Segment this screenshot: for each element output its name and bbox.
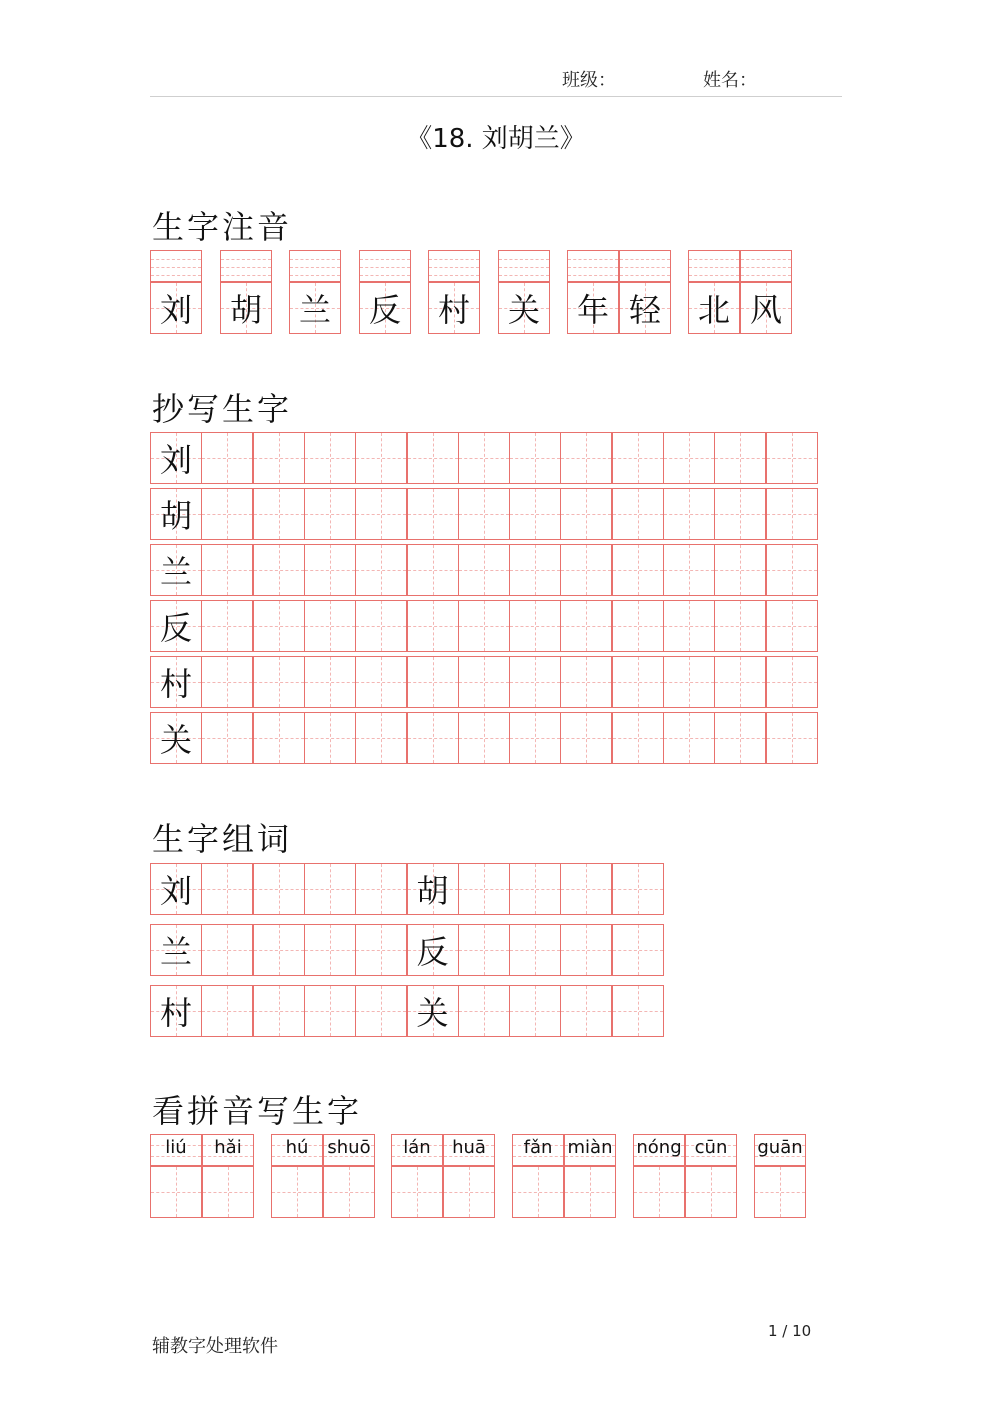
answer-cell bbox=[202, 1166, 254, 1218]
copy-cell bbox=[253, 656, 305, 708]
copy-cell bbox=[253, 600, 305, 652]
copy-cell bbox=[407, 544, 459, 596]
character: 反 bbox=[368, 291, 401, 329]
pinyin-slot bbox=[220, 250, 272, 282]
annotate-cell bbox=[289, 282, 341, 334]
copy-cell bbox=[304, 712, 356, 764]
copy-cell bbox=[355, 544, 407, 596]
copy-cell bbox=[201, 656, 253, 708]
copy-cell bbox=[304, 656, 356, 708]
answer-cell bbox=[271, 1166, 323, 1218]
annotate-cell bbox=[688, 282, 740, 334]
word-model-cell bbox=[150, 985, 202, 1037]
copy-cell bbox=[355, 600, 407, 652]
page-number: 1 / 10 bbox=[768, 1322, 812, 1340]
copy-cell bbox=[253, 712, 305, 764]
copy-cell bbox=[766, 488, 818, 540]
word-cell bbox=[304, 985, 356, 1037]
pinyin-guide-line bbox=[151, 259, 201, 260]
word-cell bbox=[355, 924, 407, 976]
character: 刘 bbox=[159, 872, 192, 910]
word-cell bbox=[201, 985, 253, 1037]
character: 村 bbox=[437, 291, 470, 329]
pinyin-guide-line bbox=[689, 267, 739, 268]
copy-cell bbox=[612, 712, 664, 764]
word-model-cell bbox=[407, 985, 459, 1037]
copy-cell bbox=[201, 432, 253, 484]
word-cell bbox=[612, 863, 664, 915]
copy-cell bbox=[201, 488, 253, 540]
character: 胡 bbox=[159, 497, 192, 535]
answer-cell bbox=[564, 1166, 616, 1218]
copy-cell bbox=[253, 544, 305, 596]
pinyin-box bbox=[685, 1134, 737, 1166]
copy-model-cell bbox=[150, 600, 202, 652]
pinyin-text: guān bbox=[757, 1137, 803, 1158]
copy-cell bbox=[407, 656, 459, 708]
pinyin-guide-line bbox=[499, 275, 549, 276]
copy-cell bbox=[458, 712, 510, 764]
header-divider bbox=[150, 96, 842, 97]
copy-cell bbox=[714, 544, 766, 596]
answer-cell bbox=[685, 1166, 737, 1218]
pinyin-guide-line bbox=[360, 259, 410, 260]
word-cell bbox=[509, 924, 561, 976]
copy-cell bbox=[304, 432, 356, 484]
pinyin-guide-line bbox=[568, 275, 618, 276]
pinyin-guide-line bbox=[151, 267, 201, 268]
copy-cell bbox=[612, 488, 664, 540]
pinyin-slot bbox=[289, 250, 341, 282]
word-cell bbox=[201, 863, 253, 915]
word-model-cell bbox=[150, 863, 202, 915]
pinyin-guide-line bbox=[360, 267, 410, 268]
copy-cell bbox=[509, 656, 561, 708]
word-cell bbox=[253, 985, 305, 1037]
word-model-cell bbox=[150, 924, 202, 976]
pinyin-guide-line bbox=[221, 267, 271, 268]
annotate-cell bbox=[220, 282, 272, 334]
character: 反 bbox=[159, 609, 192, 647]
copy-model-cell bbox=[150, 656, 202, 708]
pinyin-guide-line bbox=[689, 259, 739, 260]
section-title-pinyin: 看拼音写生字 bbox=[152, 1092, 363, 1130]
pinyin-guide-line bbox=[290, 259, 340, 260]
pinyin-guide-line bbox=[290, 267, 340, 268]
word-cell bbox=[253, 863, 305, 915]
copy-cell bbox=[201, 544, 253, 596]
character: 风 bbox=[749, 291, 782, 329]
class-label: 班级： bbox=[562, 70, 616, 91]
copy-cell bbox=[663, 432, 715, 484]
section-title-annotate: 生字注音 bbox=[152, 208, 293, 246]
word-cell bbox=[304, 924, 356, 976]
word-model-cell bbox=[407, 924, 459, 976]
copy-cell bbox=[458, 488, 510, 540]
copy-cell bbox=[458, 600, 510, 652]
character: 刘 bbox=[159, 441, 192, 479]
pinyin-text: hú bbox=[285, 1137, 309, 1158]
copy-cell bbox=[407, 488, 459, 540]
answer-cell bbox=[391, 1166, 443, 1218]
word-cell bbox=[509, 985, 561, 1037]
word-cell bbox=[509, 863, 561, 915]
copy-cell bbox=[509, 600, 561, 652]
pinyin-guide-line bbox=[620, 259, 670, 260]
copy-cell bbox=[560, 712, 612, 764]
annotate-cell bbox=[740, 282, 792, 334]
copy-cell bbox=[663, 488, 715, 540]
character: 关 bbox=[416, 994, 449, 1032]
name-label: 姓名： bbox=[703, 70, 757, 91]
copy-cell bbox=[509, 432, 561, 484]
character: 反 bbox=[416, 933, 449, 971]
character: 胡 bbox=[416, 872, 449, 910]
pinyin-box bbox=[323, 1134, 375, 1166]
copy-model-cell bbox=[150, 432, 202, 484]
copy-cell bbox=[355, 432, 407, 484]
character: 村 bbox=[159, 665, 192, 703]
pinyin-box bbox=[150, 1134, 202, 1166]
pinyin-box bbox=[271, 1134, 323, 1166]
pinyin-text: miàn bbox=[567, 1137, 613, 1158]
copy-cell bbox=[458, 544, 510, 596]
pinyin-slot bbox=[619, 250, 671, 282]
copy-cell bbox=[663, 600, 715, 652]
character: 兰 bbox=[298, 291, 331, 329]
section-title-copy: 抄写生字 bbox=[152, 390, 293, 428]
copy-cell bbox=[663, 656, 715, 708]
word-cell bbox=[355, 985, 407, 1037]
copy-cell bbox=[407, 600, 459, 652]
pinyin-box bbox=[443, 1134, 495, 1166]
character: 胡 bbox=[229, 291, 262, 329]
annotate-cell bbox=[498, 282, 550, 334]
pinyin-slot bbox=[740, 250, 792, 282]
pinyin-box bbox=[633, 1134, 685, 1166]
copy-cell bbox=[458, 432, 510, 484]
copy-cell bbox=[714, 488, 766, 540]
pinyin-guide-line bbox=[568, 267, 618, 268]
copy-cell bbox=[663, 712, 715, 764]
copy-cell bbox=[714, 656, 766, 708]
pinyin-slot bbox=[150, 250, 202, 282]
copy-cell bbox=[253, 432, 305, 484]
copy-cell bbox=[766, 600, 818, 652]
copy-cell bbox=[663, 544, 715, 596]
pinyin-guide-line bbox=[290, 275, 340, 276]
character: 年 bbox=[576, 291, 609, 329]
pinyin-guide-line bbox=[620, 275, 670, 276]
annotate-cell bbox=[359, 282, 411, 334]
pinyin-box bbox=[391, 1134, 443, 1166]
copy-cell bbox=[304, 488, 356, 540]
answer-cell bbox=[512, 1166, 564, 1218]
copy-cell bbox=[766, 544, 818, 596]
copy-cell bbox=[714, 712, 766, 764]
pinyin-text: cūn bbox=[694, 1137, 728, 1158]
pinyin-box bbox=[564, 1134, 616, 1166]
pinyin-guide-line bbox=[429, 259, 479, 260]
copy-cell bbox=[560, 656, 612, 708]
copy-cell bbox=[201, 600, 253, 652]
copy-cell bbox=[355, 712, 407, 764]
pinyin-guide-line bbox=[568, 259, 618, 260]
copy-cell bbox=[612, 544, 664, 596]
character: 轻 bbox=[628, 291, 661, 329]
word-cell bbox=[355, 863, 407, 915]
footer-software: 辅教字处理软件 bbox=[152, 1336, 278, 1357]
copy-cell bbox=[253, 488, 305, 540]
word-cell bbox=[458, 924, 510, 976]
annotate-cell bbox=[150, 282, 202, 334]
character: 刘 bbox=[159, 291, 192, 329]
pinyin-box bbox=[512, 1134, 564, 1166]
pinyin-guide-line bbox=[360, 275, 410, 276]
copy-cell bbox=[612, 656, 664, 708]
copy-cell bbox=[407, 432, 459, 484]
word-model-cell bbox=[407, 863, 459, 915]
annotate-cell bbox=[567, 282, 619, 334]
pinyin-slot bbox=[428, 250, 480, 282]
pinyin-guide-line bbox=[151, 275, 201, 276]
page-title: 《18. 刘胡兰》 bbox=[406, 124, 586, 154]
copy-cell bbox=[304, 544, 356, 596]
answer-cell bbox=[633, 1166, 685, 1218]
pinyin-text: fǎn bbox=[523, 1137, 553, 1158]
pinyin-text: nóng bbox=[636, 1137, 682, 1158]
word-cell bbox=[253, 924, 305, 976]
copy-model-cell bbox=[150, 544, 202, 596]
pinyin-guide-line bbox=[221, 259, 271, 260]
copy-cell bbox=[612, 600, 664, 652]
copy-cell bbox=[766, 432, 818, 484]
copy-cell bbox=[201, 712, 253, 764]
word-cell bbox=[458, 863, 510, 915]
pinyin-slot bbox=[567, 250, 619, 282]
copy-cell bbox=[355, 656, 407, 708]
copy-cell bbox=[766, 712, 818, 764]
copy-model-cell bbox=[150, 712, 202, 764]
pinyin-text: shuō bbox=[327, 1137, 371, 1158]
pinyin-guide-line bbox=[741, 267, 791, 268]
copy-model-cell bbox=[150, 488, 202, 540]
annotate-cell bbox=[619, 282, 671, 334]
copy-cell bbox=[714, 432, 766, 484]
copy-cell bbox=[560, 544, 612, 596]
character: 关 bbox=[507, 291, 540, 329]
copy-cell bbox=[509, 544, 561, 596]
copy-cell bbox=[458, 656, 510, 708]
pinyin-guide-line bbox=[429, 267, 479, 268]
annotate-cell bbox=[428, 282, 480, 334]
pinyin-guide-line bbox=[499, 259, 549, 260]
copy-cell bbox=[560, 600, 612, 652]
section-title-words: 生字组词 bbox=[152, 820, 293, 858]
character: 北 bbox=[697, 291, 730, 329]
word-cell bbox=[201, 924, 253, 976]
copy-cell bbox=[766, 656, 818, 708]
word-cell bbox=[304, 863, 356, 915]
pinyin-guide-line bbox=[429, 275, 479, 276]
pinyin-text: liú bbox=[165, 1137, 187, 1158]
copy-cell bbox=[304, 600, 356, 652]
character: 关 bbox=[159, 721, 192, 759]
pinyin-guide-line bbox=[221, 275, 271, 276]
pinyin-guide-line bbox=[689, 275, 739, 276]
pinyin-guide-line bbox=[741, 259, 791, 260]
copy-cell bbox=[509, 712, 561, 764]
copy-cell bbox=[714, 600, 766, 652]
copy-cell bbox=[612, 432, 664, 484]
word-cell bbox=[560, 863, 612, 915]
pinyin-slot bbox=[498, 250, 550, 282]
copy-cell bbox=[560, 432, 612, 484]
character: 村 bbox=[159, 994, 192, 1032]
character: 兰 bbox=[159, 553, 192, 591]
pinyin-box bbox=[754, 1134, 806, 1166]
answer-cell bbox=[150, 1166, 202, 1218]
word-cell bbox=[612, 924, 664, 976]
pinyin-slot bbox=[688, 250, 740, 282]
answer-cell bbox=[443, 1166, 495, 1218]
pinyin-guide-line bbox=[741, 275, 791, 276]
copy-cell bbox=[407, 712, 459, 764]
copy-cell bbox=[560, 488, 612, 540]
answer-cell bbox=[323, 1166, 375, 1218]
word-cell bbox=[612, 985, 664, 1037]
pinyin-guide-line bbox=[620, 267, 670, 268]
pinyin-text: lán bbox=[403, 1137, 431, 1158]
word-cell bbox=[560, 985, 612, 1037]
character: 兰 bbox=[159, 933, 192, 971]
pinyin-guide-line bbox=[499, 267, 549, 268]
pinyin-box bbox=[202, 1134, 254, 1166]
copy-cell bbox=[509, 488, 561, 540]
copy-cell bbox=[355, 488, 407, 540]
answer-cell bbox=[754, 1166, 806, 1218]
pinyin-slot bbox=[359, 250, 411, 282]
pinyin-text: huā bbox=[452, 1137, 486, 1158]
word-cell bbox=[458, 985, 510, 1037]
pinyin-text: hǎi bbox=[214, 1137, 242, 1158]
word-cell bbox=[560, 924, 612, 976]
